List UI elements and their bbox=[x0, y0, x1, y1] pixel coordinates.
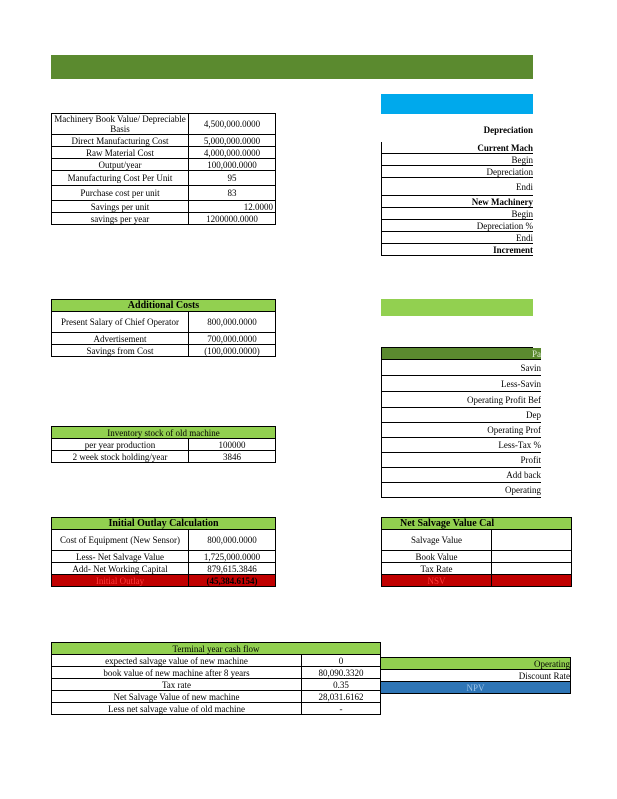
row-label: expected salvage value of new machine bbox=[52, 655, 302, 667]
row-value[interactable] bbox=[492, 530, 572, 551]
table-row bbox=[382, 376, 542, 392]
row-label: Advertisement bbox=[52, 333, 189, 345]
row-label: Profit bbox=[382, 453, 542, 468]
table-row bbox=[382, 438, 542, 453]
row-label: Machinery Book Value/ Depreciable Basis bbox=[52, 114, 189, 135]
row-label: Operating Profit Bef bbox=[382, 392, 542, 408]
operating-title: Operating bbox=[381, 658, 571, 670]
row-value[interactable]: 700,000.0000 bbox=[189, 333, 276, 345]
inventory-title: Inventory stock of old machine bbox=[52, 427, 276, 439]
table-header bbox=[52, 518, 276, 530]
additional-costs-table bbox=[51, 299, 276, 357]
row-label: Endi bbox=[382, 178, 534, 196]
row-label: Output/year bbox=[52, 159, 189, 171]
table-row bbox=[52, 312, 276, 333]
row-value[interactable]: 12.0000 bbox=[189, 201, 276, 213]
table-row bbox=[381, 670, 571, 682]
npv-panel bbox=[381, 657, 570, 699]
table-row bbox=[382, 360, 542, 376]
row-label: Present Salary of Chief Operator bbox=[52, 312, 189, 333]
title-banner bbox=[51, 55, 533, 79]
initial-outlay-label: Initial Outlay bbox=[52, 575, 189, 587]
row-label: Operating Prof bbox=[382, 423, 542, 438]
row-value[interactable]: 879,615.3846 bbox=[189, 563, 276, 575]
row-value[interactable]: 83 bbox=[189, 186, 276, 201]
table-row bbox=[52, 345, 276, 357]
row-value[interactable]: 3846 bbox=[189, 451, 276, 463]
additional-costs-title: Additional Costs bbox=[52, 300, 276, 312]
row-label: Operating bbox=[382, 483, 542, 498]
row-label: per year production bbox=[52, 439, 189, 451]
row-label: Tax Rate bbox=[382, 563, 492, 575]
row-label: Begin bbox=[382, 208, 534, 220]
table-row bbox=[52, 201, 276, 213]
npv-row bbox=[381, 682, 571, 694]
row-value[interactable]: 100000 bbox=[189, 439, 276, 451]
table-header bbox=[381, 658, 571, 670]
table-row bbox=[52, 213, 276, 225]
nsv-table bbox=[381, 517, 572, 587]
npv-table bbox=[381, 657, 571, 694]
operating-profit-panel bbox=[381, 347, 541, 503]
table-row bbox=[52, 159, 276, 171]
table-row bbox=[52, 186, 276, 201]
table-row bbox=[52, 691, 381, 703]
row-value[interactable] bbox=[492, 551, 572, 563]
table-row bbox=[382, 563, 572, 575]
total-row bbox=[382, 575, 572, 587]
row-label: Savin bbox=[382, 360, 542, 376]
row-label: Add- Net Working Capital bbox=[52, 563, 189, 575]
table-row bbox=[52, 135, 276, 147]
machinery-table bbox=[51, 113, 276, 225]
row-label: Dep bbox=[382, 408, 542, 423]
initial-outlay-table bbox=[51, 517, 276, 587]
row-label: Purchase cost per unit bbox=[52, 186, 189, 201]
row-label: Begin bbox=[382, 154, 534, 166]
table-header bbox=[382, 348, 542, 360]
row-value[interactable]: 100,000.0000 bbox=[189, 159, 276, 171]
table-row bbox=[382, 208, 534, 220]
row-label: Current Mach bbox=[382, 142, 534, 154]
table-row bbox=[382, 530, 572, 551]
terminal-cashflow-table bbox=[51, 642, 381, 715]
table-row bbox=[382, 392, 542, 408]
initial-outlay-value[interactable]: (45,384.6154) bbox=[189, 575, 276, 587]
initial-outlay-title: Initial Outlay Calculation bbox=[52, 518, 276, 530]
table-row bbox=[382, 196, 534, 208]
row-value[interactable]: 95 bbox=[189, 171, 276, 186]
table-header bbox=[52, 300, 276, 312]
nsv-value[interactable] bbox=[492, 575, 572, 587]
row-label: Endi bbox=[382, 232, 534, 244]
table-row bbox=[52, 114, 276, 135]
row-label: Savings from Cost bbox=[52, 345, 189, 357]
nsv-title: Net Salvage Value Cal bbox=[382, 518, 572, 530]
row-label: Less- Net Salvage Value bbox=[52, 551, 189, 563]
depreciation-panel bbox=[381, 118, 533, 282]
total-row bbox=[52, 575, 276, 587]
table-header bbox=[52, 427, 276, 439]
section-header-bar bbox=[381, 299, 533, 316]
row-label: Depreciation bbox=[382, 166, 534, 178]
table-row bbox=[382, 166, 534, 178]
row-label: Savings per unit bbox=[52, 201, 189, 213]
row-label: Less-Tax % bbox=[382, 438, 542, 453]
row-value[interactable]: - bbox=[302, 703, 381, 715]
terminal-title: Terminal year cash flow bbox=[52, 643, 381, 655]
row-value[interactable]: 4,000,000.0000 bbox=[189, 147, 276, 159]
row-label: Book Value bbox=[382, 551, 492, 563]
table-row bbox=[382, 220, 534, 232]
table-row bbox=[52, 679, 381, 691]
table-row bbox=[382, 244, 534, 256]
row-value[interactable]: 1200000.0000 bbox=[189, 213, 276, 225]
table-row bbox=[52, 667, 381, 679]
table-header bbox=[52, 643, 381, 655]
table-row bbox=[382, 468, 542, 483]
table-row bbox=[52, 439, 276, 451]
row-label: Raw Material Cost bbox=[52, 147, 189, 159]
table-row bbox=[382, 232, 534, 244]
table-row bbox=[52, 655, 381, 667]
row-value[interactable]: 0 bbox=[302, 655, 381, 667]
row-label: Salvage Value bbox=[382, 530, 492, 551]
table-row bbox=[52, 147, 276, 159]
depreciation-title: Depreciation bbox=[483, 125, 533, 135]
row-label: book value of new machine after 8 years bbox=[52, 667, 302, 679]
row-value[interactable]: 1,725,000.0000 bbox=[189, 551, 276, 563]
table-row bbox=[52, 530, 276, 551]
table-row bbox=[382, 408, 542, 423]
row-label: New Machinery bbox=[382, 196, 534, 208]
row-label: Add back bbox=[382, 468, 542, 483]
row-value[interactable]: 800,000.0000 bbox=[189, 312, 276, 333]
depreciation-table bbox=[381, 118, 533, 256]
row-value[interactable]: 5,000,000.0000 bbox=[189, 135, 276, 147]
operating-profit-table bbox=[381, 348, 541, 498]
table-row bbox=[52, 551, 276, 563]
table-row bbox=[382, 453, 542, 468]
table-row bbox=[382, 551, 572, 563]
table-row bbox=[382, 118, 534, 142]
row-value[interactable]: 80,090.3320 bbox=[302, 667, 381, 679]
table-header bbox=[382, 518, 572, 530]
npv-label: NPV bbox=[381, 682, 571, 694]
row-label: Less-Savin bbox=[382, 376, 542, 392]
table-row bbox=[382, 483, 542, 498]
table-row bbox=[52, 563, 276, 575]
row-value[interactable]: 28,031.6162 bbox=[302, 691, 381, 703]
row-label: Tax rate bbox=[52, 679, 302, 691]
pa-title: Pa bbox=[382, 348, 542, 360]
row-label: Depreciation % bbox=[382, 220, 534, 232]
table-row bbox=[52, 451, 276, 463]
row-label: Discount Rate bbox=[381, 670, 571, 682]
table-row bbox=[382, 154, 534, 166]
table-row bbox=[382, 423, 542, 438]
row-label: Direct Manufacturing Cost bbox=[52, 135, 189, 147]
table-row bbox=[52, 171, 276, 186]
table-row bbox=[382, 142, 534, 154]
table-row bbox=[52, 333, 276, 345]
row-value[interactable]: 0.35 bbox=[302, 679, 381, 691]
nsv-panel bbox=[381, 517, 533, 606]
row-label: Increment bbox=[382, 244, 534, 256]
row-label: Net Salvage Value of new machine bbox=[52, 691, 302, 703]
inventory-table bbox=[51, 426, 276, 463]
row-value[interactable]: 4,500,000.0000 bbox=[189, 114, 276, 135]
row-label: Manufacturing Cost Per Unit bbox=[52, 171, 189, 186]
row-label: Less net salvage value of old machine bbox=[52, 703, 302, 715]
row-value[interactable]: (100,000.0000) bbox=[189, 345, 276, 357]
depreciation-header-bar bbox=[381, 94, 533, 114]
row-label: savings per year bbox=[52, 213, 189, 225]
row-value[interactable]: 800,000.0000 bbox=[189, 530, 276, 551]
table-row bbox=[52, 703, 381, 715]
row-value[interactable] bbox=[492, 563, 572, 575]
table-row bbox=[382, 178, 534, 196]
nsv-label: NSV bbox=[382, 575, 492, 587]
row-label: Cost of Equipment (New Sensor) bbox=[52, 530, 189, 551]
row-label: 2 week stock holding/year bbox=[52, 451, 189, 463]
